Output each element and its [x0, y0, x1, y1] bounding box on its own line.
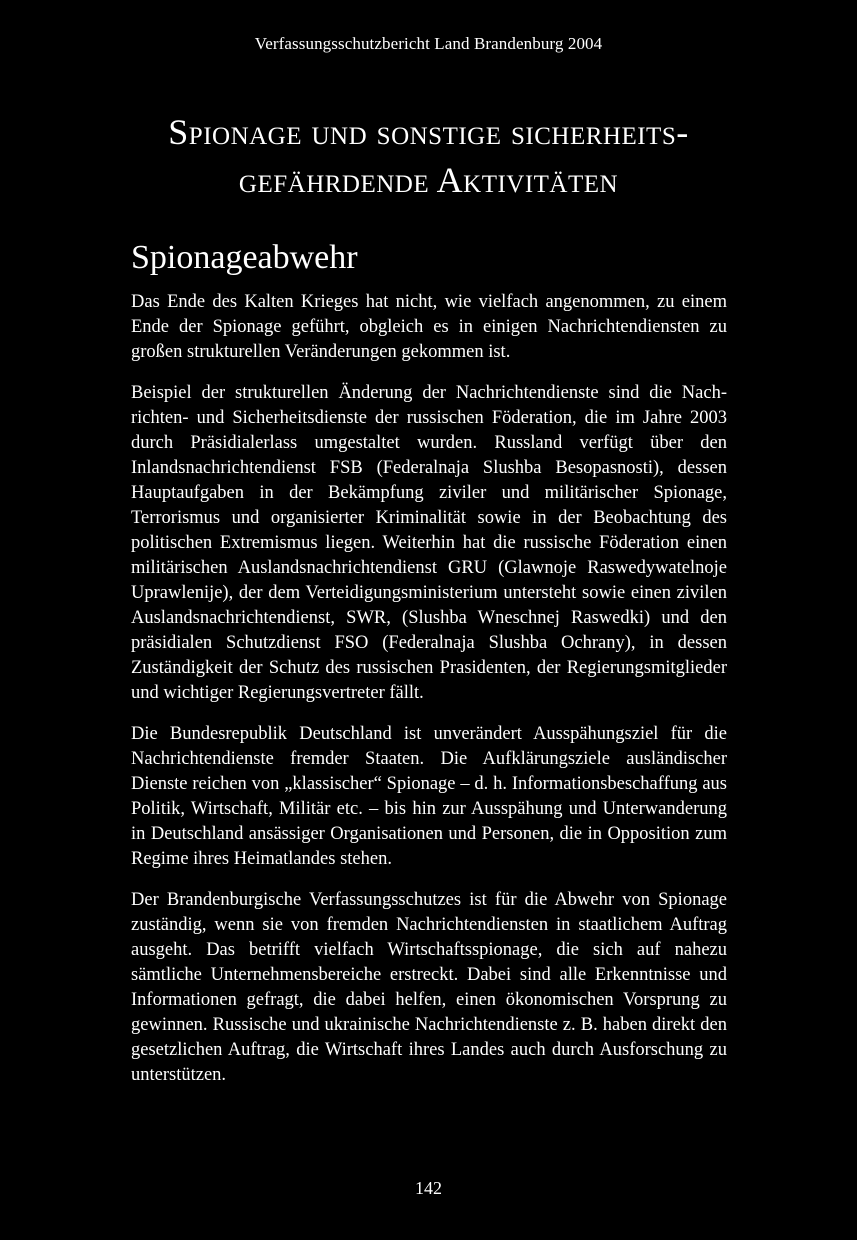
section-heading: Spionageabwehr	[131, 239, 358, 276]
running-header: Verfassungsschutzbericht Land Brandenburg 2004	[254, 34, 603, 53]
body-text	[131, 290, 727, 1104]
page-number: 142	[415, 1178, 442, 1198]
paragraph: Der Brandenburgische Verfassungsschutzes ist für die Abwehr von Spionage zuständig, wenn sie von fremden Nachrichtendiensten in staatlichem Auftrag ausgeht. Das betrifft vielfach Wirtschaftsspionage, die sich auf nahezu sämtliche Unternehmensbereiche erstreckt. Dabei sind alle Erkenntnisse und Informationen gefragt, die dabei helfen, einen ökonomischen Vorsprung zu gewinnen. Russische und ukrainische Nachrichtendienste z. B. haben direkt den gesetzlichen Auftrag, die Wirtschaft ihres Landes auch durch Ausforschung zu unterstützen.	[131, 890, 727, 1085]
paragraph: Das Ende des Kalten Krieges hat nicht, wie vielfach angenommen, zu einem Ende der Spionage geführt, obgleich es in einigen Nachrichtendiensten zu großen strukturellen Veränderungen gekommen ist.	[131, 292, 727, 362]
paragraph: Die Bundesrepublik Deutschland ist unverändert Ausspähungsziel für die Nachrichtendienste fremder Staaten. Die Aufklärungsziele ausländischer Dienste reichen von „klassischer“ Spionage – d. h. Informationsbeschaffung aus Politik, Wirtschaft, Militär etc. – bis hin zur Ausspähung und Unterwanderung in Deutschland ansässiger Organisationen und Personen, die in Opposition zum Regime ihres Heimatlandes stehen.	[131, 724, 727, 869]
chapter-title: Spionage und sonstige sicherheits- gefährdende Aktivitäten	[168, 112, 689, 200]
paragraph: Beispiel der strukturellen Änderung der Nachrichtendienste sind die Nachrichten- und Sicherheitsdienste der russischen Föderation, die im Jahre 2003 durch Präsidialerlass umgestaltet wurden. Russland verfügt über den Inlandsnachrichtendienst FSB (Federalnaja Slushba Besopasnosti), dessen Hauptaufgaben in der Bekämpfung ziviler und militärischer Spionage, Terrorismus und organisierter Kriminalität sowie in der Beobachtung des politischen Extremismus liegen. Weiterhin hat die russische Föderation einen militärischen Auslandsnachrichtendienst GRU (Glawnoje Raswedywatelnoje Uprawlenije), der dem Verteidigungsministerium untersteht sowie einen zivilen Auslandsnachrichtendienst, SWR, (Slushba Wneschnej Raswedki) und den präsidialen Schutzdienst FSO (Federalnaja Slushba Ochrany), in dessen Zuständigkeit der Schutz des russischen Prasidenten, der Regierungsmitglieder und wichtiger Regierungsvertreter fällt.	[131, 383, 727, 703]
